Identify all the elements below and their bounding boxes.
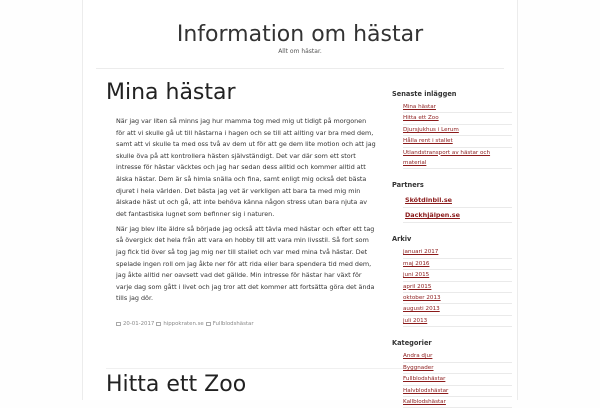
recent-post-link[interactable] xyxy=(403,148,512,170)
sidebar xyxy=(392,90,512,408)
site-header xyxy=(0,0,600,55)
widget-title: Partners xyxy=(392,181,424,190)
recent-post-link-text[interactable]: Hålla rent i stallet xyxy=(403,138,453,145)
post-body xyxy=(116,116,376,305)
user-icon xyxy=(156,322,161,326)
category-link-text[interactable]: Kallblodshästar xyxy=(403,398,446,405)
partner-link[interactable] xyxy=(403,193,512,208)
category-link[interactable] xyxy=(403,374,512,385)
category-link[interactable] xyxy=(403,351,512,362)
post-author[interactable]: hippokraten.se xyxy=(163,321,204,327)
post-title[interactable]: Mina hästar xyxy=(106,80,236,105)
post-divider xyxy=(106,368,406,369)
category-link-text[interactable]: Andra djur xyxy=(403,353,433,360)
archive-link[interactable] xyxy=(403,270,512,281)
category-link-text[interactable]: Byggnader xyxy=(403,364,434,371)
category-link[interactable] xyxy=(403,397,512,408)
archive-link-text[interactable]: augusti 2013 xyxy=(403,306,440,313)
recent-post-link-text[interactable]: Utlandstransport av hästar och material xyxy=(403,149,491,167)
archive-link[interactable] xyxy=(403,293,512,304)
archive-link-text[interactable]: januari 2017 xyxy=(403,249,439,256)
widget-partners xyxy=(392,181,512,223)
archive-link[interactable] xyxy=(403,316,512,327)
post-paragraph: När jag var liten så minns jag hur mamma tog med mig ut tidigt på morgonen för att vi skulle gå ut till hästarna i hagen och se till att allting var bra med dem, samt att vi skulle ta med oss två av dem ut för att ge dem lite motion och att jag skulle öva på att kontrollera hästen självständigt. Det var där som ett stort intresse för hästar väcktes och jag har sedan dess alltid och kommer alltid att älska hästar. Dem är så himla snälla och fina, samt enligt mig också det bästa djuret i hela världen. Det bästa jag vet är verkligen att bara ta med mig min älskade häst ut och gå, att inte behöva känna någon stress utan bara njuta av det fantastiska lugnet som befinner sig i naturen. xyxy=(116,117,376,218)
header-divider xyxy=(96,68,504,69)
archive-link-text[interactable]: juni 2015 xyxy=(403,272,430,279)
category-link[interactable] xyxy=(403,363,512,374)
widget-title: Senaste inläggen xyxy=(392,90,457,98)
folder-icon xyxy=(206,322,211,326)
recent-post-link-text[interactable]: Hitta ett Zoo xyxy=(403,115,439,122)
site-description: Allt om hästar. xyxy=(278,48,322,55)
calendar-icon xyxy=(116,322,121,326)
post-hitta-ett-zoo xyxy=(106,370,246,400)
category-link-text[interactable]: Fullblodshästar xyxy=(403,376,446,383)
archive-link[interactable] xyxy=(403,247,512,258)
widget-title: Kategorier xyxy=(392,339,432,348)
category-link[interactable] xyxy=(403,386,512,397)
post-paragraph: När jag blev lite äldre så började jag också att tävla med hästar och efter ett tag så övergick det hela från att vara en hobby till att vara min livsstil. Så fort som jag fick tid över så tog jag mig ner till stallet och var med mina två hästar. Det spelade ingen roll om jag åkte ner för att rida eller bara spendera tid med dem, jag åkte alltid ner oavsett vad det gällde. Min intresse för hästar har växt för varje dag som gått i livet och jag tror att det kommer att fortsätta göra det ända tills jag dör. xyxy=(116,224,375,303)
post-title[interactable]: Hitta ett Zoo xyxy=(106,372,247,397)
main-content xyxy=(106,78,376,397)
archive-link-text[interactable]: maj 2016 xyxy=(403,260,430,267)
post-category[interactable]: Fullblodshästar xyxy=(212,321,254,327)
recent-post-link[interactable] xyxy=(403,113,512,124)
widget-archive xyxy=(392,235,512,327)
widget-recent-posts xyxy=(392,90,512,169)
partner-link-text[interactable]: Skötdinbil.se xyxy=(405,196,452,205)
partner-link-text[interactable]: Dackhjälpen.se xyxy=(405,211,460,220)
recent-post-link[interactable] xyxy=(403,136,512,147)
post-date[interactable]: 20-01-2017 xyxy=(123,321,155,327)
partner-link[interactable] xyxy=(403,208,512,223)
recent-post-link-text[interactable]: Mina hästar xyxy=(403,104,436,110)
recent-post-link-text[interactable]: Djursjukhus i Lerum xyxy=(403,126,459,133)
widget-categories xyxy=(392,339,512,408)
recent-post-link[interactable] xyxy=(403,102,512,113)
site-title[interactable]: Information om hästar xyxy=(176,22,424,47)
archive-link[interactable] xyxy=(403,304,512,315)
category-link-text[interactable]: Halvblodshästar xyxy=(403,387,449,394)
archive-link-text[interactable]: april 2015 xyxy=(403,283,432,290)
post-mina-hastar xyxy=(106,78,376,327)
recent-post-link[interactable] xyxy=(403,125,512,136)
archive-link[interactable] xyxy=(403,259,512,270)
archive-link[interactable] xyxy=(403,282,512,293)
archive-link-text[interactable]: oktober 2013 xyxy=(403,295,441,302)
post-meta xyxy=(116,321,376,327)
archive-link-text[interactable]: juli 2013 xyxy=(403,317,428,324)
widget-title: Arkiv xyxy=(392,235,412,244)
